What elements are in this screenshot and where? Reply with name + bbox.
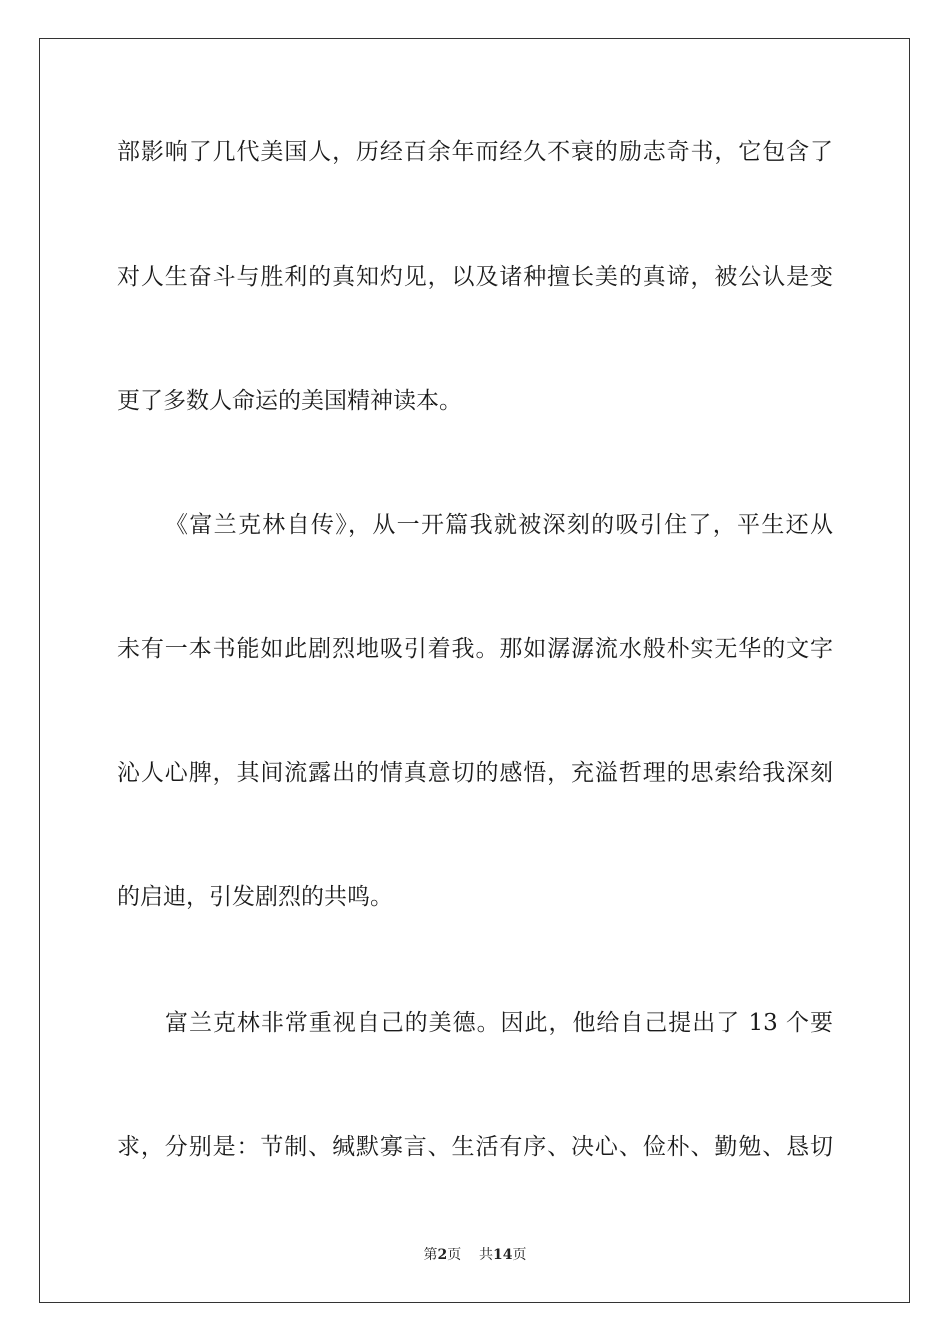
text-line: 富兰克林非常重视自己的美德。因此，他给自己提出了 13 个要 xyxy=(165,1010,833,1036)
text-line: 沁人心脾，其间流露出的情真意切的感悟，充溢哲理的思索给我深刻 xyxy=(117,760,833,786)
text-line: 对人生奋斗与胜利的真知灼见，以及诸种擅长美的真谛，被公认是变 xyxy=(117,264,833,290)
page-number: 2 xyxy=(437,1247,448,1263)
text-line: 未有一本书能如此剧烈地吸引着我。那如潺潺流水般朴实无华的文字 xyxy=(117,636,833,662)
total-pages: 14 xyxy=(493,1247,513,1263)
page-label-suffix: 页 xyxy=(447,1247,462,1263)
text-line: 求，分别是：节制、缄默寡言、生活有序、决心、俭朴、勤勉、恳切 xyxy=(117,1134,833,1160)
text-line: 《富兰克林自传》，从一开篇我就被深刻的吸引住了，平生还从 xyxy=(165,512,833,538)
page-label-prefix: 第 xyxy=(423,1247,438,1263)
text-line: 更了多数人命运的美国精神读本。 xyxy=(117,388,462,414)
text-line: 的启迪，引发剧烈的共鸣。 xyxy=(117,884,393,910)
page-border xyxy=(39,38,910,1303)
total-label-suffix: 页 xyxy=(512,1247,527,1263)
text-line: 部影响了几代美国人，历经百余年而经久不衰的励志奇书，它包含了 xyxy=(117,139,833,165)
page-footer xyxy=(0,1246,950,1264)
total-label-prefix: 共 xyxy=(479,1247,494,1263)
